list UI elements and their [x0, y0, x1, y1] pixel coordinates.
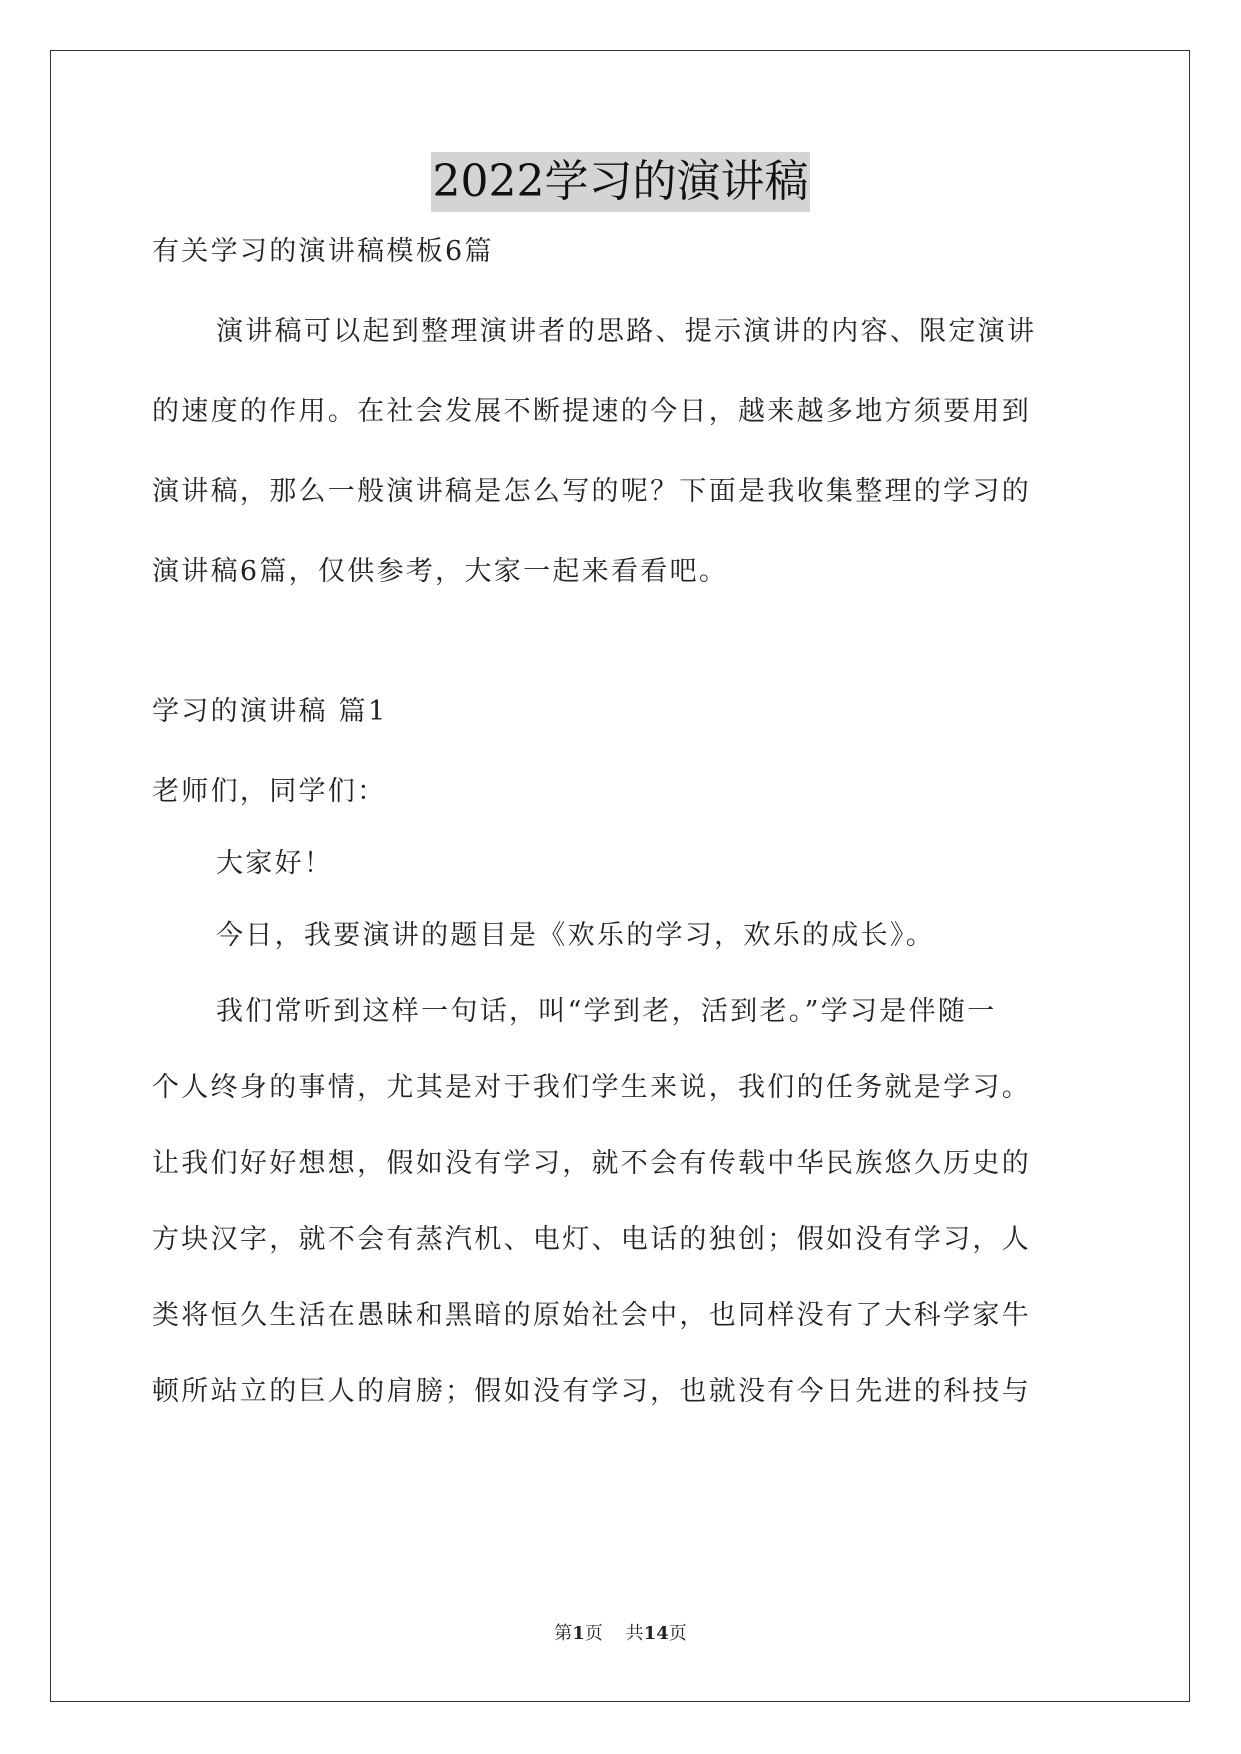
page-current: 1: [572, 1623, 585, 1644]
body-line: 让我们好好想想，假如没有学习，就不会有传载中华民族悠久历史的: [152, 1148, 1031, 1179]
body-line: 类将恒久生活在愚昧和黑暗的原始社会中，也同样没有了大科学家牛: [152, 1300, 1031, 1331]
intro-line: 演讲稿可以起到整理演讲者的思路、提示演讲的内容、限定演讲: [216, 316, 1037, 347]
document-title: 2022学习的演讲稿: [431, 152, 811, 212]
page-total: 14: [643, 1623, 669, 1644]
salutation: 老师们，同学们：: [152, 776, 387, 807]
page-suffix: 页: [584, 1623, 603, 1644]
intro-line: 的速度的作用。在社会发展不断提速的今日，越来越多地方须要用到: [152, 396, 1031, 427]
intro-line: 演讲稿，那么一般演讲稿是怎么写的呢？下面是我收集整理的学习的: [152, 476, 1031, 507]
total-prefix: 共: [625, 1623, 644, 1644]
body-line: 顿所站立的巨人的肩膀；假如没有学习，也就没有今日先进的科技与: [152, 1376, 1031, 1407]
total-suffix: 页: [668, 1623, 687, 1644]
intro-line: 演讲稿6篇，仅供参考，大家一起来看看吧。: [152, 556, 729, 587]
page-prefix: 第: [554, 1623, 573, 1644]
section-heading: 学习的演讲稿 篇1: [152, 696, 388, 727]
greeting: 大家好！: [216, 848, 334, 879]
topic-line: 今日，我要演讲的题目是《欢乐的学习，欢乐的成长》。: [216, 920, 935, 951]
subtitle: 有关学习的演讲稿模板6篇: [152, 236, 494, 267]
body-line: 个人终身的事情，尤其是对于我们学生来说，我们的任务就是学习。: [152, 1072, 1031, 1103]
body-line: 方块汉字，就不会有蒸汽机、电灯、电话的独创；假如没有学习，人: [152, 1224, 1031, 1255]
page-footer: [0, 1622, 1241, 1646]
title-wrap: [0, 152, 1241, 212]
body-line: 我们常听到这样一句话，叫“学到老，活到老。”学习是伴随一: [216, 996, 997, 1027]
